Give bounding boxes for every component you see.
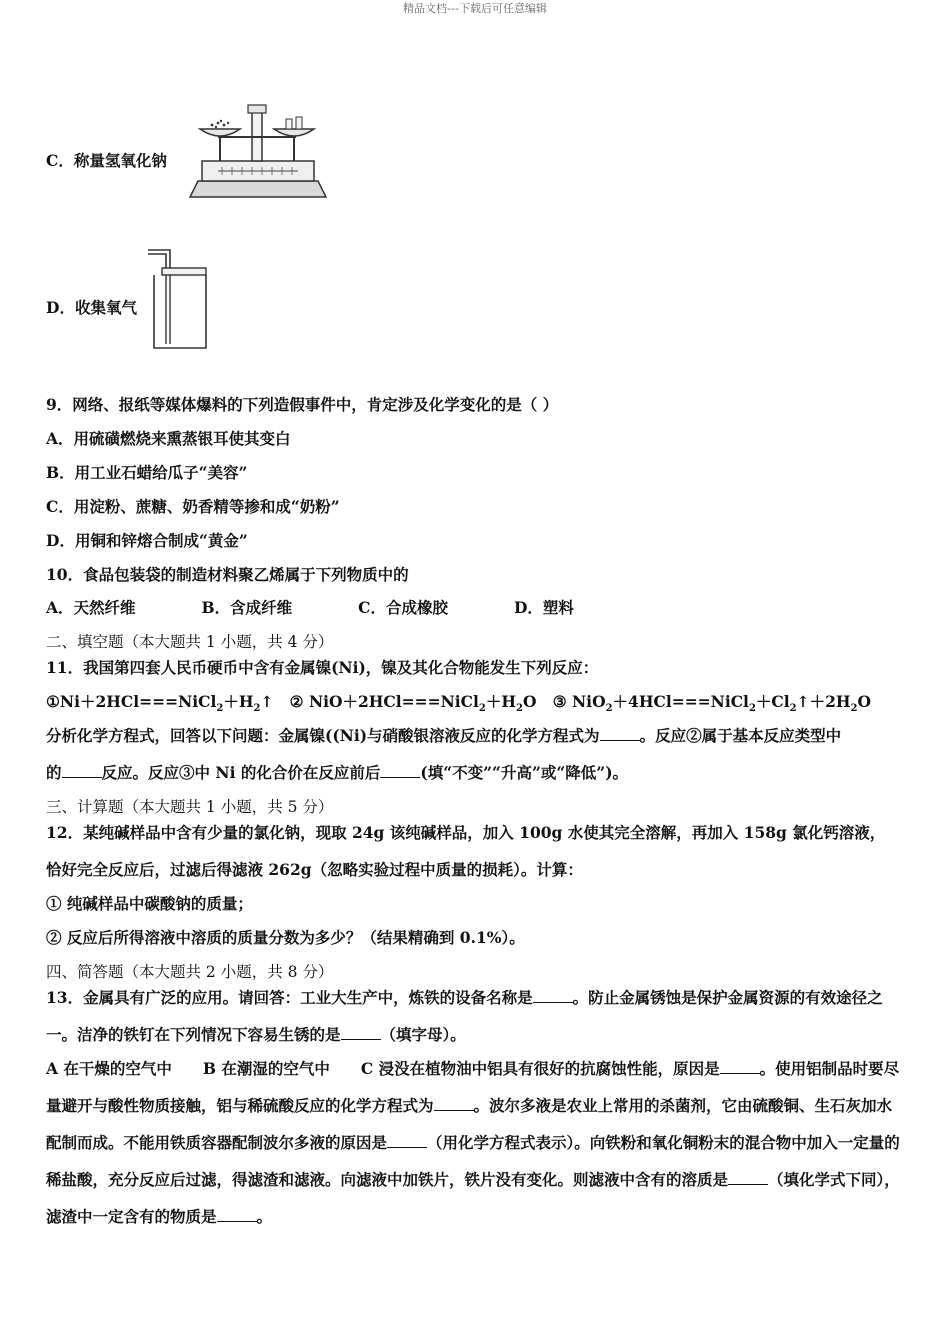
gas-collecting-bottle-image — [144, 248, 210, 352]
q11-question-line-2 — [46, 763, 628, 783]
answer-blank[interactable] — [728, 1170, 768, 1185]
section-2-heading: 二、填空题（本大题共 1 小题，共 4 分） — [46, 633, 334, 651]
q11-reactions — [46, 692, 871, 719]
q12-line-1: 12．某纯碱样品中含有少量的氯化钠，现取 24g 该纯碱样品，加入 100g 水使其完全溶解，再加入 158g 氯化钙溶液， — [46, 823, 886, 842]
q11-text: 。反应②属于基本反应类型中 — [639, 726, 842, 745]
q11-question-line-1 — [46, 726, 841, 746]
q8-option-d: D．收集氧气 — [46, 298, 137, 317]
q11-text: 分析化学方程式，回答以下问题：金属镍((Ni)与硝酸银溶液反应的化学方程式为 — [46, 726, 600, 745]
subscript: 2 — [478, 703, 486, 715]
q8-option-c: C．称量氢氧化钠 — [46, 151, 167, 170]
q9-option-c: C．用淀粉、蔗糖、奶香精等掺和成“奶粉” — [46, 497, 340, 516]
q11-stem: 11．我国第四套人民币硬币中含有金属镍(Ni)，镍及其化合物能发生下列反应： — [46, 658, 599, 677]
subscript: 2 — [605, 703, 613, 715]
q10-option-d: D．塑料 — [513, 598, 574, 617]
q10-option-a: A．天然纤维 — [46, 598, 136, 617]
reaction-3-part: ↑＋2H — [796, 692, 851, 711]
balance-scale-image — [188, 103, 328, 199]
reaction-3-part: O — [857, 692, 872, 711]
subscript: 2 — [789, 703, 797, 715]
answer-blank[interactable] — [341, 1025, 381, 1040]
section-4-heading: 四、简答题（本大题共 2 小题，共 8 分） — [46, 963, 334, 981]
page-header: 精品文档---下载后可任意编辑 — [403, 2, 547, 15]
answer-blank[interactable] — [533, 988, 573, 1003]
q9-option-d: D．用铜和锌熔合制成“黄金” — [46, 531, 248, 550]
q9-option-a: A．用硫磺燃烧来熏蒸银耳使其变白 — [46, 429, 291, 448]
reaction-3: ③ NiO — [552, 692, 606, 711]
section-3-heading: 三、计算题（本大题共 1 小题，共 5 分） — [46, 798, 334, 816]
q10-option-c: C．合成橡胶 — [358, 598, 448, 617]
q13-text: （用化学方程式表示）。向铁粉和氧化铜粉末的混合物中加入一定量的稀盐酸，充分反应后过滤，得滤渣和滤液。向滤液中加铁片，铁片没有变化。则滤液中含有的溶质是 — [46, 1133, 900, 1189]
q12-part-2: ② 反应后所得溶液中溶质的质量分数为多少？（结果精确到 0.1%）。 — [46, 928, 525, 947]
answer-blank[interactable] — [217, 1207, 257, 1222]
reaction-2: ② NiO＋2HCl===NiCl — [289, 692, 479, 711]
q12-part-1: ① 纯碱样品中碳酸钠的质量； — [46, 894, 253, 913]
q11-text: 的 — [46, 763, 62, 782]
q11-text: 反应。反应③中 Ni 的化合价在反应前后 — [101, 763, 381, 782]
q9-stem: 9．网络、报纸等媒体爆料的下列造假事件中，肯定涉及化学变化的是（ ） — [46, 395, 559, 414]
q13-text: 。使用铝制品时要尽量避开与酸性物质接触，铝与稀硫酸反应的化学方程式为 — [46, 1059, 900, 1115]
q13-text: 。 — [256, 1207, 273, 1226]
answer-blank[interactable] — [380, 763, 420, 778]
q12-line-2: 恰好完全反应后，过滤后得滤液 262g（忽略实验过程中质量的损耗）。计算： — [46, 860, 583, 879]
subscript: 2 — [850, 703, 858, 715]
q10-option-b: B．含成纤维 — [201, 598, 293, 617]
q13-text: 。波尔多液是农业上常用的杀菌剂，它由硫酸铜、生石灰加水配制而成。不能用铁质容器配制波尔多液的原因是 — [46, 1096, 893, 1152]
answer-blank[interactable] — [62, 763, 102, 778]
reaction-1-part: ＋H — [223, 692, 254, 711]
subscript: 2 — [516, 703, 523, 715]
reaction-1-part: ↑ — [260, 692, 274, 711]
reaction-2-part: O — [523, 692, 537, 711]
q13-paragraph-1 — [46, 979, 906, 1053]
q11-text: (填“不变”“升高”或“降低”)。 — [420, 763, 629, 782]
answer-blank[interactable] — [600, 726, 640, 741]
q13-text: （填化学式下同），滤渣中一定含有的物质是 — [46, 1170, 900, 1226]
answer-blank[interactable] — [387, 1133, 427, 1148]
subscript: 2 — [748, 703, 756, 715]
q9-option-b: B．用工业石蜡给瓜子“美容” — [46, 463, 248, 482]
reaction-3-part: ＋4HCl===NiCl — [612, 692, 749, 711]
answer-blank[interactable] — [434, 1096, 474, 1111]
reaction-1: ①Ni＋2HCl===NiCl — [46, 692, 217, 711]
q13-text: A 在干燥的空气中 B 在潮湿的空气中 C 浸没在植物油中铝具有很好的抗腐蚀性能，原因是 — [46, 1059, 720, 1078]
answer-blank[interactable] — [720, 1059, 760, 1074]
q13-text: 13．金属具有广泛的应用。请回答：工业大生产中，炼铁的设备名称是 — [46, 988, 533, 1007]
subscript: 2 — [253, 703, 261, 715]
reaction-3-part: ＋Cl — [755, 692, 790, 711]
q13-text: 。防止金属锈蚀是保护金属资源的有效途径之一。洁净的铁钉在下列情况下容易生锈的是 — [46, 988, 883, 1044]
q10-stem: 10．食品包装袋的制造材料聚乙烯属于下列物质中的 — [46, 565, 409, 584]
reaction-2-part: ＋H — [485, 692, 517, 711]
q13-paragraph-2 — [46, 1050, 906, 1235]
q13-text: （填字母）。 — [380, 1025, 466, 1044]
subscript: 2 — [216, 703, 224, 715]
q10-options — [46, 598, 640, 618]
